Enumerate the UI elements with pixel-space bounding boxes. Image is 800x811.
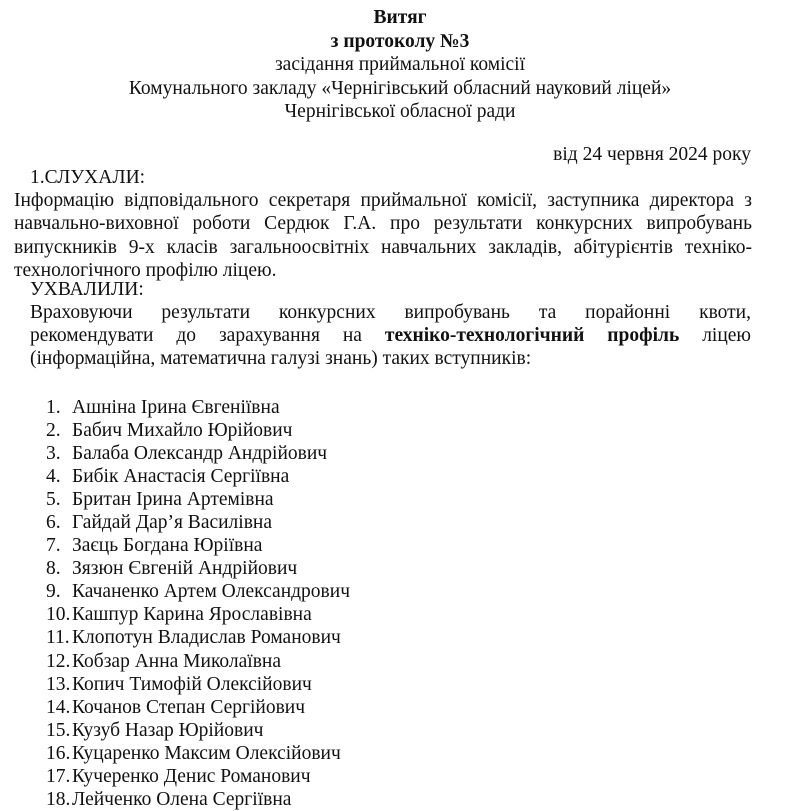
item-number: 4. — [46, 466, 61, 488]
item-number: 11. — [46, 627, 70, 649]
list-item — [20, 442, 350, 465]
heard-heading: 1.СЛУХАЛИ: — [30, 167, 146, 188]
student-name: Кузуб Назар Юрійович — [72, 719, 264, 741]
decided-line — [30, 324, 751, 347]
item-number: 17. — [46, 765, 71, 787]
list-item — [20, 511, 350, 534]
student-name: Бибік Анастасія Сергіївна — [72, 466, 290, 488]
item-number: 13. — [46, 673, 71, 695]
student-name: Гайдай Дар’я Василівна — [72, 512, 273, 534]
list-item — [20, 673, 350, 696]
council-name: Чернігівської обласної ради — [284, 101, 516, 123]
list-item — [20, 603, 350, 626]
list-item — [20, 742, 350, 765]
institution-name: Комунального закладу «Чернігівський обласний науковий ліцей» — [128, 77, 672, 99]
protocol-number: з протоколу №3 — [330, 30, 470, 52]
item-number: 9. — [46, 581, 61, 603]
student-name: Британ Ірина Артемівна — [72, 489, 274, 511]
profile-name: техніко-технологічний профіль — [384, 325, 680, 346]
list-item — [20, 696, 350, 719]
item-number: 3. — [46, 443, 61, 465]
item-number: 5. — [46, 489, 61, 511]
meeting-name: засідання приймальної комісії — [274, 54, 526, 76]
heard-line: випускників 9-х класів загальноосвітніх навчальних закладів, абітурієнтів техніко- — [14, 236, 752, 258]
list-item — [20, 650, 350, 673]
item-number: 10. — [46, 604, 71, 626]
student-name: Кочанов Степан Сергійович — [72, 696, 306, 718]
student-name: Копич Тимофій Олексійович — [72, 673, 312, 695]
student-name: Кобзар Анна Миколаївна — [72, 650, 282, 672]
decided-heading: УХВАЛИЛИ: — [30, 279, 144, 300]
list-item — [20, 719, 350, 742]
student-name: Лейченко Олена Сергіївна — [72, 788, 292, 810]
list-item — [20, 534, 350, 557]
list-item — [20, 465, 350, 488]
item-number: 16. — [46, 742, 71, 764]
item-number: 15. — [46, 719, 71, 741]
heard-line: Інформацію відповідального секретаря приймальної комісії, заступника директора з — [14, 190, 752, 211]
decided-line: Враховуючи результати конкурсних випробувань та порайонні квоти, — [30, 302, 751, 323]
item-number: 8. — [46, 558, 61, 580]
decided-line: (інформаційна, математична галузі знань) таких вступників: — [30, 348, 532, 369]
heard-paragraph — [14, 189, 752, 282]
document-header — [0, 6, 800, 124]
list-item — [20, 626, 350, 649]
item-number: 18. — [46, 788, 71, 810]
student-name: Заєць Богдана Юріївна — [72, 535, 263, 557]
student-name: Кучеренко Денис Романович — [72, 765, 311, 787]
list-item — [20, 580, 350, 603]
list-item — [20, 788, 350, 811]
item-number: 2. — [46, 420, 61, 442]
student-name: Бабич Михайло Юрійович — [72, 420, 293, 442]
student-name: Куцаренко Максим Олексійович — [72, 742, 341, 764]
students-list — [20, 396, 350, 811]
heard-line: технологічного профілю ліцею. — [14, 259, 277, 281]
heard-line: навчально-виховної роботи Сердюк Г.А. про результати конкурсних випробувань — [14, 213, 752, 235]
item-number: 6. — [46, 512, 61, 534]
student-name: Кашпур Карина Ярославівна — [72, 604, 312, 626]
list-item — [20, 396, 350, 419]
document-title: Витяг — [373, 7, 427, 28]
student-name: Качаненко Артем Олександрович — [72, 581, 350, 603]
student-name: Балаба Олександр Андрійович — [72, 443, 328, 465]
decided-paragraph — [30, 301, 751, 370]
item-number: 14. — [46, 696, 71, 718]
list-item — [20, 419, 350, 442]
list-item — [20, 765, 350, 788]
document-date: від 24 червня 2024 року — [553, 144, 751, 165]
decided-text: рекомендувати до зарахування на — [30, 325, 385, 346]
student-name: Зязюн Євгеній Андрійович — [72, 558, 298, 580]
student-name: Ашніна Ірина Євгеніївна — [72, 397, 280, 418]
list-item — [20, 488, 350, 511]
item-number: 12. — [46, 650, 71, 672]
student-name: Клопотун Владислав Романович — [72, 627, 341, 649]
list-item — [20, 557, 350, 580]
item-number: 7. — [46, 535, 61, 557]
item-number: 1. — [46, 397, 61, 418]
decided-text: ліцею — [679, 325, 752, 346]
